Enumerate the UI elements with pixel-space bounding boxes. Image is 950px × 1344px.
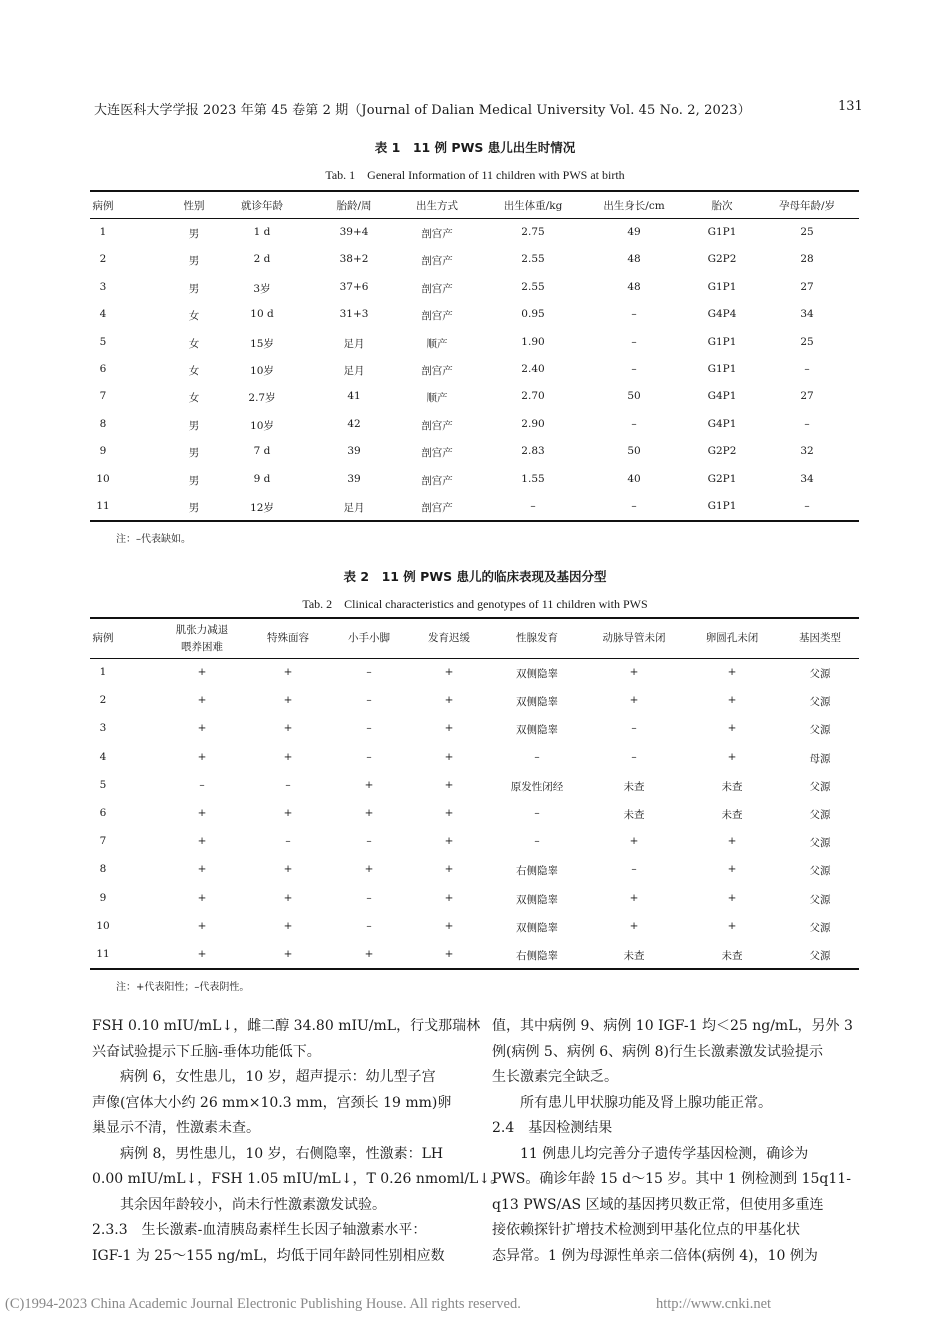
table2-cell: + (727, 891, 737, 904)
table1-cell: 顺产 (426, 392, 448, 405)
table1-cell: 1 (99, 226, 107, 238)
table2-cell: 双侧隐睾 (516, 921, 558, 934)
table1-cell: 48 (627, 280, 641, 293)
table2-cell: – (534, 807, 540, 819)
table2-cell: + (283, 863, 293, 876)
table1-cell: 2.90 (521, 417, 545, 430)
table1-cell: 2.7岁 (248, 392, 276, 405)
table2-note: 注：+代表阳性；–代表阴性。 (116, 982, 250, 993)
table1-caption-zh: 表 1 11 例 PWS 患儿出生时情况 (374, 140, 576, 155)
table1-cell: G4P1 (707, 390, 737, 403)
table2-cell: + (283, 694, 293, 707)
table1-cell: – (631, 417, 637, 430)
table1-cell: G2P2 (707, 445, 737, 458)
text-line: 2.4 基因检测结果 (492, 1120, 613, 1136)
table1-cell: 剖宫产 (421, 502, 453, 514)
table1-cell: 顺产 (426, 337, 448, 350)
table2-cell: + (197, 948, 207, 960)
table2-cell: – (285, 835, 291, 848)
table1-cell: 足月 (343, 365, 365, 377)
table2-cell: – (631, 750, 637, 763)
table1-cell: 4 (99, 308, 107, 321)
table2-cell: + (197, 666, 207, 678)
table2-cell: 原发性闭经 (510, 780, 564, 793)
table2-cell: 2 (99, 694, 107, 707)
running-header: 大连医科大学学报 2023 年第 45 卷第 2 期（Journal of Dalian Medical University Vol. 45 No. 2, 2023） (94, 103, 751, 118)
table2-cell: – (366, 750, 372, 763)
table2-header-cell: 发育迟缓 (428, 632, 470, 644)
table2-cell: 未查 (721, 809, 743, 821)
table2-header-cell: 小手小脚 (348, 632, 390, 644)
table2-cell: + (727, 750, 737, 763)
text-line: q13 PWS/AS 区域的基因拷贝数正常，但使用多重连 (492, 1196, 824, 1213)
table2-cell: 母源 (809, 752, 831, 765)
table1-cell: 0.95 (521, 308, 545, 321)
table1-cell: 7 (99, 390, 107, 403)
table1-caption-en: Tab. 1 General Information of 11 children with PWS at birth (325, 168, 625, 182)
text-line: PWS。确诊年龄 15 d～15 岁。其中 1 例检测到 15q11- (492, 1171, 851, 1187)
table2-header-cell: 特殊面容 (267, 632, 309, 644)
table1-cell: 37+6 (339, 280, 369, 293)
table1-cell: 6 (99, 363, 107, 375)
table2-cell: 未查 (623, 950, 645, 962)
table1-cell: – (631, 335, 637, 348)
table2-header-cell: 肌张力减退 (175, 624, 229, 636)
table2-cell: + (197, 891, 207, 904)
table2-cell: + (444, 891, 454, 904)
table1-cell: 剖宫产 (421, 310, 453, 323)
text-line: 所有患儿甲状腺功能及肾上腺功能正常。 (492, 1094, 772, 1111)
table2-cell: 11 (96, 948, 110, 960)
table1-header-cell: 出生方式 (416, 200, 458, 212)
table1-cell: 34 (800, 308, 814, 321)
table1-cell: 39 (347, 472, 361, 485)
table2-cell: + (629, 891, 639, 904)
table2-cell: + (364, 807, 374, 819)
text-line: 例(病例 5、病例 6、病例 8)行生长激素激发试验提示 (492, 1043, 823, 1060)
table2-cell: + (629, 835, 639, 848)
table1-cell: 女 (188, 337, 200, 350)
table2-cell: 父源 (809, 780, 831, 793)
table2-cell: + (197, 919, 207, 932)
table2-cell: + (197, 722, 207, 735)
table2-cell: + (444, 919, 454, 932)
table2-cell: 双侧隐睾 (516, 893, 558, 906)
text-line: 病例 8，男性患儿，10 岁，右侧隐睾，性激素：LH (92, 1145, 444, 1162)
table2-cell: 1 (99, 666, 107, 678)
table2-cell: 右侧隐睾 (516, 950, 558, 962)
table2-cell: + (727, 863, 737, 876)
table1-cell: 女 (188, 365, 200, 377)
table1-cell: – (804, 363, 810, 375)
table1-cell: – (631, 308, 637, 321)
table1-cell: 1.90 (521, 335, 545, 348)
table2-cell: 父源 (809, 696, 831, 709)
table2-cell: 父源 (809, 724, 831, 737)
text-line: 2.3.3 生长激素-血清胰岛素样生长因子轴激素水平： (92, 1222, 427, 1238)
table2-cell: + (283, 722, 293, 735)
table1-header-cell: 胎次 (711, 200, 733, 212)
table2-cell: + (727, 722, 737, 735)
table1-cell: 3岁 (253, 282, 271, 295)
table1-cell: 42 (347, 417, 361, 430)
table2-cell: + (444, 948, 454, 960)
table1-cell: 27 (800, 280, 814, 293)
text-line: IGF-1 为 25～155 ng/mL，均低于同年龄同性别相应数 (92, 1247, 445, 1264)
text-line: 态异常。1 例为母源性单亲二倍体(病例 4)，10 例为 (492, 1247, 818, 1264)
text-line: 生长激素完全缺乏。 (492, 1069, 618, 1085)
text-line: FSH 0.10 mIU/mL↓，雌二醇 34.80 mIU/mL，行戈那瑞林 (92, 1018, 481, 1034)
table2-header-cell: 性腺发育 (516, 632, 558, 644)
table1-cell: 39+4 (339, 226, 369, 238)
table1-cell: 9 d (253, 472, 271, 485)
table2-header-cell: 卵圆孔未闭 (705, 632, 759, 644)
table2-cell: + (197, 863, 207, 876)
table1-header-cell: 出生身长/cm (603, 200, 665, 212)
table2-caption-zh: 表 2 11 例 PWS 患儿的临床表现及基因分型 (343, 569, 607, 584)
table2-cell: + (444, 863, 454, 876)
table1-cell: 足月 (343, 337, 365, 350)
table2-header-cell: 基因类型 (799, 632, 841, 644)
table1-cell: 12岁 (250, 502, 274, 514)
table1-cell: 男 (188, 474, 200, 487)
table1-cell: 10 (96, 472, 110, 485)
table1-cell: 28 (800, 253, 814, 266)
text-line: 值，其中病例 9、病例 10 IGF-1 均＜25 ng/mL，另外 3 (492, 1018, 853, 1034)
table2-cell: – (285, 778, 291, 791)
table2-cell: + (444, 750, 454, 763)
table1-cell: G1P1 (707, 335, 737, 348)
table2-cell: 未查 (721, 780, 743, 793)
table1-cell: 剖宫产 (421, 447, 453, 460)
table1-note: 注：–代表缺如。 (116, 534, 191, 545)
table1-cell: 男 (188, 255, 200, 268)
table1-cell: 50 (627, 390, 641, 403)
table1-cell: 38+2 (339, 253, 369, 266)
table2-cell: – (534, 750, 540, 763)
table1-cell: 50 (627, 445, 641, 458)
table1-cell: 男 (188, 502, 200, 514)
table1-cell: 10 d (250, 308, 274, 321)
table1-top-rule (90, 190, 859, 192)
table2-cell: 父源 (809, 668, 831, 680)
table2-cell: 父源 (809, 921, 831, 934)
table2-cell: 10 (96, 919, 110, 932)
table1-cell: – (631, 500, 637, 512)
table2-cell: – (366, 722, 372, 735)
table2-header-cell: 动脉导管未闭 (602, 632, 666, 644)
table1-cell: 9 (99, 445, 107, 458)
table1-cell: G1P1 (707, 280, 737, 293)
table1-cell: 41 (347, 390, 361, 403)
table1-bottom-rule (90, 520, 859, 522)
table1-cell: G4P4 (707, 308, 737, 321)
table1-cell: 25 (800, 335, 814, 348)
table2-cell: + (283, 919, 293, 932)
table1-cell: 2.55 (521, 280, 545, 293)
table1-cell: 剖宫产 (421, 228, 453, 240)
text-line: 声像(宫体大小约 26 mm×10.3 mm，宫颈长 19 mm)卵 (92, 1094, 452, 1111)
text-line: 巢显示不清，性激素未查。 (92, 1120, 260, 1136)
table1-header-cell: 病例 (92, 200, 114, 212)
table2-cell: 未查 (623, 809, 645, 821)
table1-cell: G1P1 (707, 363, 737, 375)
table1-cell: – (631, 363, 637, 375)
table1-cell: 2.70 (521, 390, 545, 403)
table2-cell: – (366, 694, 372, 707)
table2-cell: 7 (99, 835, 107, 848)
table1-cell: 49 (627, 226, 641, 238)
table2-cell: + (727, 919, 737, 932)
table1-cell: 2.75 (521, 226, 545, 238)
table2-cell: – (631, 863, 637, 876)
table2-cell: 双侧隐睾 (516, 696, 558, 709)
table1-header-cell: 出生体重/kg (503, 200, 563, 212)
table2-cell: + (444, 778, 454, 791)
table2-cell: + (727, 694, 737, 707)
table2-cell: + (283, 666, 293, 678)
table2-cell: + (197, 694, 207, 707)
table2-cell: 父源 (809, 837, 831, 850)
table2-cell: – (534, 835, 540, 848)
table1-cell: 2 (99, 253, 107, 266)
table2-cell: 6 (99, 807, 107, 819)
table2-cell: 双侧隐睾 (516, 724, 558, 737)
table1-header-cell: 就诊年龄 (241, 200, 283, 212)
table2-cell: – (366, 891, 372, 904)
table2-cell: – (199, 778, 205, 791)
table2-cell: + (364, 863, 374, 876)
table1-cell: 5 (99, 335, 107, 348)
table1-cell: 男 (188, 419, 200, 432)
text-line: 病例 6，女性患儿，10 岁，超声提示：幼儿型子宫 (92, 1069, 436, 1085)
table2-cell: + (727, 666, 737, 678)
table2-cell: 8 (99, 863, 107, 876)
table1-cell: 8 (99, 417, 107, 430)
text-line: 0.00 mIU/mL↓，FSH 1.05 mIU/mL↓，T 0.26 nmoml/L↓。 (92, 1171, 505, 1187)
table2-cell: 4 (99, 750, 107, 763)
table1-cell: 7 d (253, 445, 271, 458)
table2-cell: + (283, 750, 293, 763)
table1-cell: 3 (99, 280, 107, 293)
table1-cell: G1P1 (707, 226, 737, 238)
table2-cell: – (366, 666, 372, 678)
table1-cell: G2P2 (707, 253, 737, 266)
table1-cell: 27 (800, 390, 814, 403)
text-line: 11 例患儿均完善分子遗传学基因检测，确诊为 (492, 1145, 809, 1162)
table2-cell: + (283, 948, 293, 960)
table1-cell: 10岁 (250, 365, 274, 377)
table1-cell: 2 d (253, 253, 271, 266)
table2-cell: + (283, 807, 293, 819)
table1-cell: 2.55 (521, 253, 545, 266)
page-number: 131 (838, 99, 863, 114)
table1-cell: 女 (188, 310, 200, 323)
table2-cell: 父源 (809, 950, 831, 962)
table2-cell: + (364, 948, 374, 960)
table1-cell: 25 (800, 226, 814, 238)
table1-cell: 剖宫产 (421, 282, 453, 295)
table1-cell: G2P1 (707, 472, 737, 485)
table2-cell: 5 (99, 778, 107, 791)
table1-cell: – (530, 500, 536, 512)
table1-cell: 2.83 (521, 445, 545, 458)
table1-cell: G1P1 (707, 500, 737, 512)
table1-header-rule (90, 218, 859, 219)
table1-cell: 男 (188, 282, 200, 295)
table2-cell: + (197, 835, 207, 848)
table1-cell: 剖宫产 (421, 474, 453, 487)
table1-header-cell: 孕母年龄/岁 (778, 200, 836, 212)
table1-cell: 1.55 (521, 472, 545, 485)
table2-bottom-rule (90, 968, 859, 970)
table2-cell: + (283, 891, 293, 904)
table2-header-rule (90, 658, 859, 659)
table2-cell: + (444, 835, 454, 848)
table2-cell: 9 (99, 891, 107, 904)
table2-cell: – (366, 835, 372, 848)
table2-cell: 右侧隐睾 (516, 865, 558, 878)
table2-cell: + (444, 722, 454, 735)
copyright-footer: (C)1994-2023 China Academic Journal Electronic Publishing House. All rights reserved. (5, 1296, 521, 1312)
table1-cell: G4P1 (707, 417, 737, 430)
table2-header-cell: 病例 (92, 632, 114, 644)
table1-cell: – (804, 500, 810, 512)
table2-cell: 未查 (721, 950, 743, 962)
table2-cell: + (629, 666, 639, 678)
text-line: 其余因年龄较小，尚未行性激素激发试验。 (92, 1196, 386, 1213)
table1-cell: 48 (627, 253, 641, 266)
table1-cell: 男 (188, 447, 200, 460)
table2-cell: + (444, 694, 454, 707)
table2-caption-en: Tab. 2 Clinical characteristics and genotypes of 11 children with PWS (302, 597, 648, 611)
table2-cell: 双侧隐睾 (516, 668, 558, 680)
footer-url: http://www.cnki.net (656, 1296, 772, 1312)
table2-header-cell-line2: 喂养困难 (181, 641, 223, 653)
table2-cell: 未查 (623, 780, 645, 793)
table2-cell: 父源 (809, 809, 831, 821)
text-line: 接依赖探针扩增技术检测到甲基化位点的甲基化状 (492, 1222, 800, 1238)
table1-cell: 11 (96, 500, 110, 512)
table2-cell: + (629, 919, 639, 932)
table1-cell: – (804, 417, 810, 430)
table2-cell: + (444, 807, 454, 819)
table2-cell: + (629, 694, 639, 707)
table2-cell: + (197, 807, 207, 819)
table2-cell: + (364, 778, 374, 791)
table1-header-cell: 胎龄/周 (336, 200, 372, 212)
table1-cell: 15岁 (250, 337, 274, 350)
table2-cell: 3 (99, 722, 107, 735)
table1-cell: 剖宫产 (421, 255, 453, 268)
table2-cell: + (444, 666, 454, 678)
table1-cell: 34 (800, 472, 814, 485)
table2-cell: 父源 (809, 893, 831, 906)
table1-cell: 女 (188, 392, 200, 405)
table2-cell: – (631, 722, 637, 735)
table1-cell: 40 (627, 472, 641, 485)
table2-cell: 父源 (809, 865, 831, 878)
table1-cell: 男 (188, 228, 200, 240)
table1-cell: 1 d (253, 226, 271, 238)
table2-cell: – (366, 919, 372, 932)
table1-cell: 31+3 (339, 308, 369, 321)
table2-cell: + (727, 835, 737, 848)
table1-cell: 32 (800, 445, 814, 458)
table1-cell: 39 (347, 445, 361, 458)
table2-cell: + (197, 750, 207, 763)
table1-header-cell: 性别 (183, 200, 205, 212)
text-line: 兴奋试验提示下丘脑-垂体功能低下。 (92, 1043, 321, 1060)
table1-cell: 2.40 (521, 363, 545, 375)
table1-cell: 剖宫产 (421, 365, 453, 377)
table2-top-rule (90, 617, 859, 619)
table1-cell: 10岁 (250, 419, 274, 432)
table1-cell: 足月 (343, 502, 365, 514)
table1-cell: 剖宫产 (421, 419, 453, 432)
